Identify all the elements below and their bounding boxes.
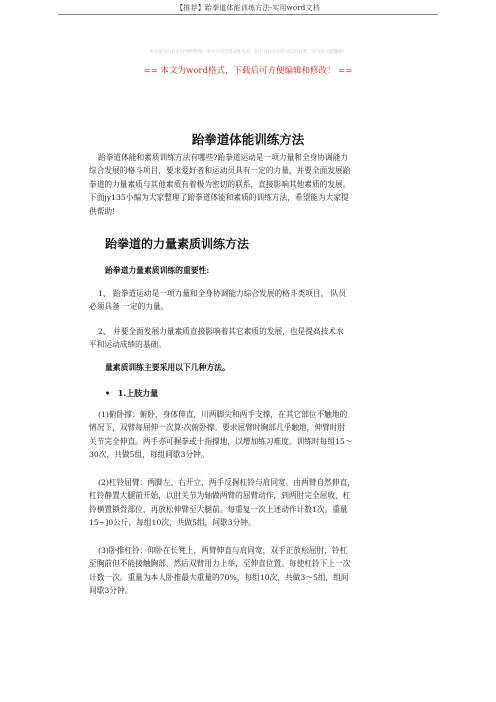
header-divider <box>58 14 438 15</box>
item-line: 计数一次。重量为本人卧推最大重量的70%，每组10次，共做3～5组，组间 <box>89 572 349 582</box>
item-line: (2)杠铃屈臂：两脚左、右开立，两手反握杠铃与肩同宽。由两臂自然伸直， <box>98 478 355 487</box>
item-line: (1)俯卧撑：俯卧，身体伸直，川两脚尖和两手支撑，在其它部位不触地的 <box>98 410 348 419</box>
item-line: 铃横置锁骨部位，再放松伸臂至大腿前。每重复一次上述动作计数1次。重量 <box>89 504 348 514</box>
item-line: 间歇3分钟。 <box>89 586 133 596</box>
item-line: 15~]0公斤，每组10次，共做5组，间歇3分钟。 <box>89 518 256 528</box>
importance-heading: 跆拳道力量素质训练的重要性: <box>105 266 210 275</box>
item-barbell-curl <box>89 476 419 530</box>
point-1-line: 1、 跆拳道运动是一项力量和全身协调能力综合发展的格斗类项目， 队员 <box>98 289 347 298</box>
item-line: 杠铃静置大腿前开始，以肘关节为轴做两臂的屈臂动作，到两肘完全屈收，杠 <box>89 491 351 501</box>
item-line: (3)卧推杠铃：仰卧在长凳上，两臂伸直与肩同宽，双手正放松屈肘，铃杠 <box>98 546 348 555</box>
item-bench-press <box>89 544 419 598</box>
intro-line: 拳道的力量素质与其他素质有着极为密切的联系，直接影响其他素质的发展。 <box>89 179 351 189</box>
point-2-line: 2、 并要全面发展力量素质直接影响着其它素质的发展，也是提高技术水 <box>98 327 344 336</box>
item-line: 至胸前但不能接触胸部，然后双臂用力上举，至伸直位置。每使杠铃下上一次 <box>89 559 351 569</box>
point-2-line: 平和运动成绩的基础。 <box>89 340 166 350</box>
subsection-upper-body <box>105 388 158 399</box>
subsection-label: 1.上肢力量 <box>117 388 159 398</box>
item-line: 情况下，双臂每屈伸一次算·次俯卧撑。要求屈臂时胸部几乎触地，伸臂时肘 <box>89 423 346 433</box>
intro-line: 供帮助! <box>89 206 116 216</box>
point-1-line: 必须具备 一定的力量。 <box>89 302 169 312</box>
point-2 <box>89 325 419 352</box>
document-title: 跆拳道体能训练方法 <box>191 132 305 147</box>
page-header-title: 【推荐】跆拳道体能训练方法-实用word文档 <box>176 4 320 12</box>
disclaimer-text: 本文部分内容来自网络整理，本司不为其真实性负责，如有异议或侵权请及时联系，本司将立即删除！ <box>149 50 347 55</box>
bullet-icon: • <box>105 388 111 398</box>
point-1 <box>89 287 419 314</box>
intro-line: 下面jy135小编为大家整理了跆拳道体能和素质的训练方法，希望能为大家提 <box>89 193 349 203</box>
intro-paragraph <box>89 151 419 218</box>
section-heading: 跆拳道的力量素质训练方法 <box>105 237 250 251</box>
intro-line: 跆拳道体能和素质训练方法有哪些?跆拳道运动是一项力量和全身协调能力 <box>98 153 349 162</box>
methods-heading: 量素质训练主要采用以下几种方法。 <box>105 363 230 372</box>
item-line: 关节完全伸直。两手亦可握拳或十指撑地，以增加练习难度。训练时每组15～ <box>89 436 353 446</box>
item-line: 30次，共做5组，每组间歇3分钟。 <box>89 450 209 460</box>
item-push-up <box>89 408 419 462</box>
format-notice: == 本文为word格式，下载后可方便编辑和修改！ == <box>143 66 353 76</box>
intro-line: 综合发展的格斗项目，要求爱好者和运动员具有一定的力量，并要全面发展跆 <box>89 166 351 176</box>
